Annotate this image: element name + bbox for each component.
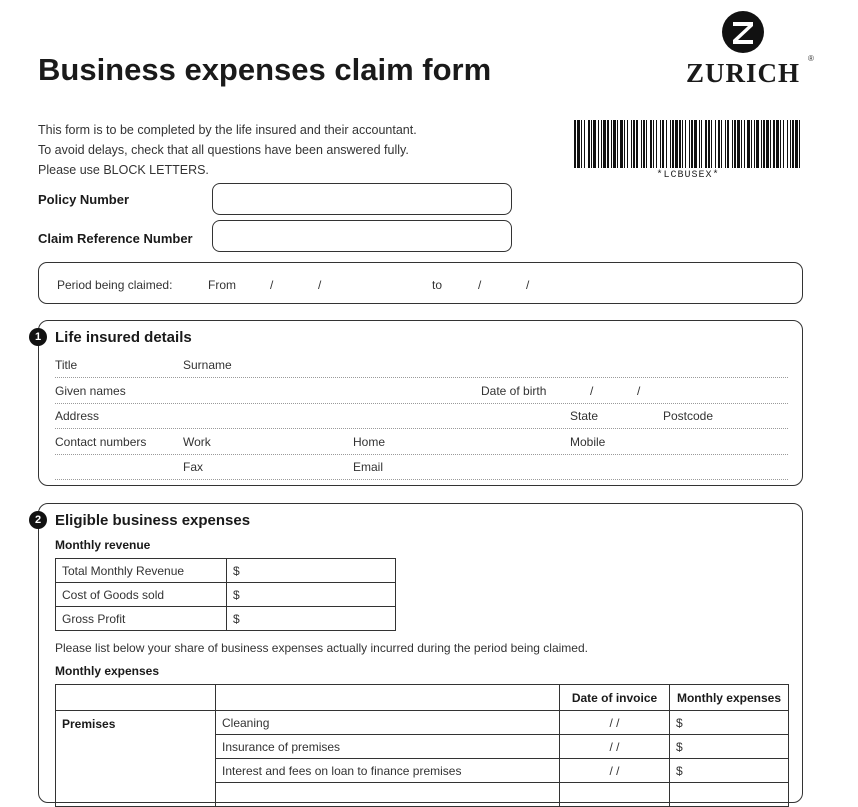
- zurich-logo-icon: [721, 10, 765, 54]
- period-from-label: From: [208, 278, 236, 292]
- claim-reference-input[interactable]: [213, 221, 511, 251]
- period-to-label: to: [432, 278, 443, 292]
- section-title: Life insured details: [55, 329, 192, 346]
- email-label: Email: [353, 460, 384, 474]
- monthly-expenses-table: [55, 684, 789, 807]
- work-label: Work: [183, 435, 211, 449]
- table-row: [56, 583, 396, 607]
- period-label: Period being claimed:: [57, 278, 173, 292]
- section-number-badge: 1: [29, 328, 47, 346]
- revenue-label: Total Monthly Revenue: [56, 559, 227, 583]
- claim-reference-label: Claim Reference Number: [38, 231, 193, 246]
- page-title: Business expenses claim form: [38, 52, 492, 87]
- expenses-instruction: Please list below your share of business expenses actually incurred during the period being claimed.: [55, 641, 588, 655]
- home-label: Home: [353, 435, 386, 449]
- dob-slash: /: [590, 384, 594, 398]
- expense-amount-cell[interactable]: $: [670, 735, 789, 759]
- table-row: [56, 711, 789, 735]
- expense-item: Insurance of premises: [216, 735, 560, 759]
- given-names-label: Given names: [55, 384, 126, 398]
- barcode-text: *LCBUSEX*: [656, 170, 720, 181]
- expense-date-cell[interactable]: / /: [560, 735, 670, 759]
- fax-label: Fax: [183, 460, 204, 474]
- revenue-value-cell[interactable]: $: [227, 607, 396, 631]
- dob-label: Date of birth: [481, 384, 547, 398]
- claim-reference-field[interactable]: [212, 220, 512, 252]
- title-label: Title: [55, 358, 78, 372]
- postcode-label: Postcode: [663, 409, 714, 423]
- surname-label: Surname: [183, 358, 232, 372]
- logo-wordmark: ZURICH: [686, 58, 801, 88]
- premises-label: Premises: [56, 711, 216, 807]
- dob-slash: /: [637, 384, 641, 398]
- intro-text: [38, 120, 417, 180]
- period-from-slash: /: [270, 278, 274, 292]
- period-from-slash: /: [318, 278, 322, 292]
- period-to-slash: /: [478, 278, 482, 292]
- expense-item: [216, 783, 560, 807]
- registered-mark: ®: [808, 54, 814, 63]
- address-label: Address: [55, 409, 100, 423]
- contact-numbers-label: Contact numbers: [55, 435, 147, 449]
- policy-number-input[interactable]: [213, 184, 511, 214]
- policy-number-label: Policy Number: [38, 192, 130, 207]
- amount-header: Monthly expenses: [670, 685, 789, 711]
- revenue-label: Gross Profit: [56, 607, 227, 631]
- intro-line: To avoid delays, check that all questions have been answered fully.: [38, 143, 409, 157]
- period-to-slash: /: [526, 278, 530, 292]
- date-header: Date of invoice: [560, 685, 670, 711]
- section-number-badge: 2: [29, 511, 47, 529]
- table-header-row: [56, 685, 789, 711]
- revenue-value-cell[interactable]: $: [227, 583, 396, 607]
- policy-number-field[interactable]: [212, 183, 512, 215]
- monthly-revenue-table: [55, 558, 396, 631]
- contact-line[interactable]: [55, 454, 788, 455]
- expense-amount-cell[interactable]: $: [670, 711, 789, 735]
- monthly-expenses-heading: Monthly expenses: [55, 664, 160, 678]
- expense-item: Cleaning: [216, 711, 560, 735]
- title-line[interactable]: [55, 377, 788, 378]
- intro-line: Please use BLOCK LETTERS.: [38, 163, 209, 177]
- expense-amount-cell[interactable]: $: [670, 759, 789, 783]
- table-row: [56, 559, 396, 583]
- item-header: [216, 685, 560, 711]
- address-line[interactable]: [55, 428, 788, 429]
- expense-item: Interest and fees on loan to finance premises: [216, 759, 560, 783]
- monthly-revenue-heading: Monthly revenue: [55, 538, 151, 552]
- intro-line: This form is to be completed by the life insured and their accountant.: [38, 123, 417, 137]
- revenue-label: Cost of Goods sold: [56, 583, 227, 607]
- expense-date-cell[interactable]: / /: [560, 711, 670, 735]
- mobile-label: Mobile: [570, 435, 606, 449]
- fax-email-line[interactable]: [55, 479, 788, 480]
- barcode-icon: [572, 120, 804, 168]
- expense-date-cell[interactable]: / /: [560, 759, 670, 783]
- category-header: [56, 685, 216, 711]
- section-title: Eligible business expenses: [55, 512, 251, 529]
- state-label: State: [570, 409, 599, 423]
- table-row: [56, 607, 396, 631]
- expense-amount-cell[interactable]: [670, 783, 789, 807]
- expense-date-cell[interactable]: [560, 783, 670, 807]
- given-names-line[interactable]: [55, 403, 788, 404]
- revenue-value-cell[interactable]: $: [227, 559, 396, 583]
